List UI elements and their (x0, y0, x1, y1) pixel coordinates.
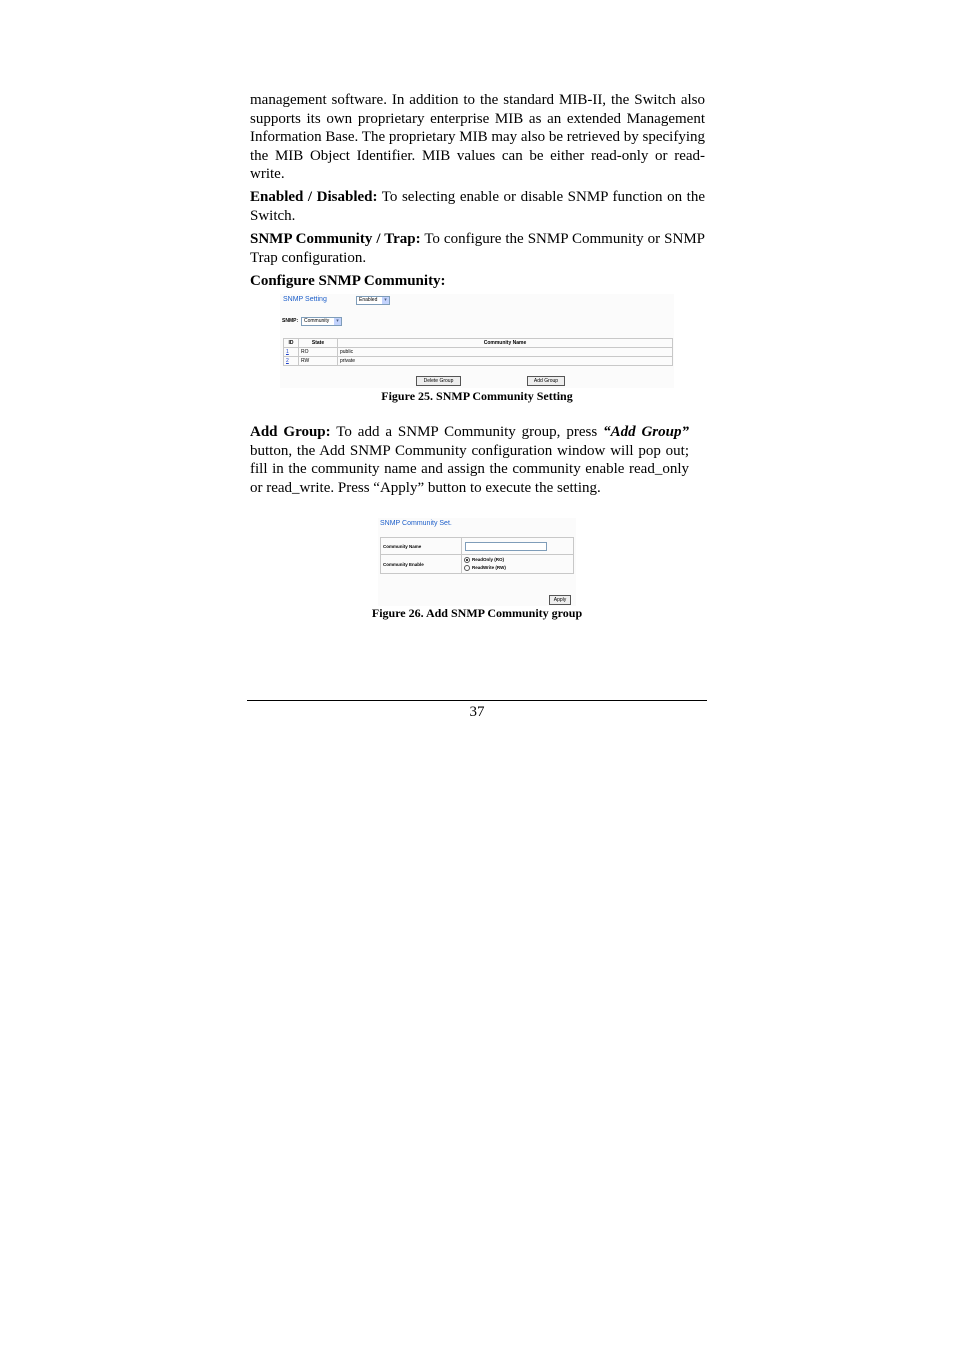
configure-heading: Configure SNMP Community: (250, 273, 446, 289)
radio-unchecked-icon (464, 565, 470, 571)
footer-rule (247, 700, 707, 701)
community-paragraph (250, 230, 705, 267)
radio-checked-icon (464, 557, 470, 563)
community-set-title: SNMP Community Set. (380, 520, 452, 527)
apply-button[interactable]: Apply (549, 595, 571, 605)
add-group-quote: “Add Group” (603, 424, 689, 440)
add-group-text: button, the Add SNMP Community configuration window will pop out; fill in the community name and assign the community enable read_only or read_write. Press “Apply” button to execute the setting. (250, 442, 689, 496)
radio-readwrite[interactable]: ReadWrite (RW) (464, 564, 571, 572)
community-name-label: Community Name (381, 538, 462, 555)
row-community-name: private (338, 357, 673, 366)
add-group-paragraph (250, 423, 689, 497)
col-state: State (299, 339, 338, 348)
community-table (283, 338, 673, 366)
form-row-name (381, 538, 574, 555)
community-enable-label: Community Enable (381, 555, 462, 574)
col-id: ID (284, 339, 299, 348)
row-state: RW (299, 357, 338, 366)
row-id-link[interactable]: 1 (286, 349, 289, 355)
figure-25-caption: Figure 25. SNMP Community Setting (381, 389, 573, 403)
enabled-term: Enabled / Disabled: (250, 189, 378, 205)
snmp-label: SNMP: (282, 318, 299, 324)
community-term: SNMP Community / Trap: (250, 231, 421, 247)
add-group-pre: To add a SNMP Community group, press (330, 424, 604, 440)
radio-readonly[interactable]: ReadOnly (RO) (464, 556, 571, 564)
row-id-link[interactable]: 2 (286, 358, 289, 364)
figure-26-community-set (378, 518, 576, 606)
figure-25-snmp-setting (280, 294, 674, 388)
add-group-term: Add Group: (250, 424, 331, 440)
community-set-table (380, 537, 574, 574)
snmp-setting-title: SNMP Setting (283, 296, 327, 303)
figure-26-caption: Figure 26. Add SNMP Community group (371, 606, 583, 620)
intro-paragraph: management software. In addition to the standard MIB-II, the Switch also supports its own proprietary enterprise MIB as an extended Management Information Base. The proprietary MIB may also be retrieved by specifying the MIB Object Identifier. MIB values can be either read-only or read-write. (250, 92, 706, 182)
form-row-enable (381, 555, 574, 574)
table-header-row (284, 339, 673, 348)
delete-group-button[interactable]: Delete Group (416, 376, 461, 386)
row-state: RO (299, 348, 338, 357)
snmp-mode-select[interactable]: Community ▾ (301, 317, 342, 326)
snmp-enable-select[interactable]: Enabled ▾ (356, 296, 390, 305)
row-community-name: public (338, 348, 673, 357)
table-row (284, 357, 673, 366)
chevron-down-icon: ▾ (382, 297, 389, 304)
page-number: 37 (469, 704, 485, 720)
col-community-name: Community Name (338, 339, 673, 348)
chevron-down-icon: ▾ (334, 318, 341, 325)
community-name-input[interactable] (465, 542, 547, 551)
add-group-button[interactable]: Add Group (527, 376, 565, 386)
enabled-text: To selecting enable or disable SNMP function on the Switch. (250, 189, 705, 224)
table-row (284, 348, 673, 357)
community-text: To configure the SNMP Community or SNMP Trap configuration. (250, 231, 705, 266)
enabled-paragraph (250, 188, 705, 225)
